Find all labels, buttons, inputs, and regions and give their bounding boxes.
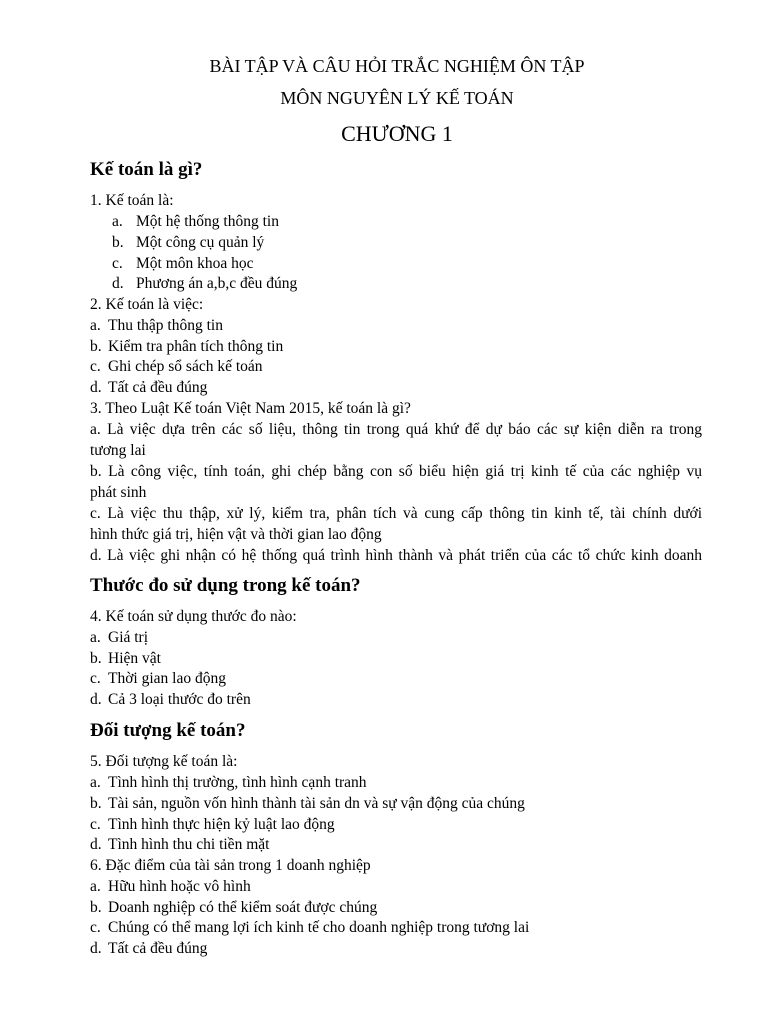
option-text: Ghi chép sổ sách kế toán: [108, 358, 263, 375]
q5-option-a: [90, 773, 367, 793]
option-marker: a.: [112, 213, 123, 230]
option-marker: b.: [112, 234, 124, 251]
q2-option-c: [90, 357, 263, 377]
option-marker: d.: [90, 836, 102, 853]
option-marker: c.: [112, 255, 123, 272]
question-4: 4. Kế toán sử dụng thước đo nào:: [90, 608, 297, 625]
q3-option-c-line2: hình thức giá trị, hiện vật và thời gian lao động: [90, 526, 382, 543]
section-heading-ke-toan-la-gi: Kế toán là gì?: [90, 159, 203, 180]
q6-option-b: [90, 898, 377, 918]
q3-option-c-line1: c. Là việc thu thập, xử lý, kiểm tra, phân tích và cung cấp thông tin kinh tế, tài chính dưới: [90, 505, 702, 522]
option-marker: d.: [90, 691, 102, 708]
q4-option-b: [90, 649, 161, 669]
option-marker: a.: [90, 878, 101, 895]
option-text: Một công cụ quản lý: [136, 234, 265, 251]
document-title-line2: MÔN NGUYÊN LÝ KẾ TOÁN: [280, 88, 514, 108]
q3-option-b: [90, 461, 702, 503]
question-1: 1. Kế toán là:: [90, 192, 174, 209]
option-marker: a.: [90, 317, 101, 334]
option-text: Tình hình thu chi tiền mặt: [108, 836, 270, 853]
q5-option-c: [90, 815, 335, 835]
option-text: Tình hình thị trường, tình hình cạnh tranh: [108, 774, 367, 791]
q5-option-d: [90, 835, 269, 855]
q3-option-d-line1: d. Là việc ghi nhận có hệ thống quá trình hình thành và phát triển của các tổ chức kinh doanh: [90, 547, 702, 564]
option-text: Một môn khoa học: [136, 255, 254, 272]
option-marker: b.: [90, 795, 102, 812]
q3-option-a-line1: a. Là việc dựa trên các số liệu, thông tin trong quá khứ để dự báo các sự kiện diễn ra trong: [90, 421, 702, 438]
option-marker: d.: [90, 379, 102, 396]
option-text: Hữu hình hoặc vô hình: [108, 878, 251, 895]
option-marker: c.: [90, 670, 101, 687]
option-text: Một hệ thống thông tin: [136, 213, 279, 230]
option-marker: d.: [112, 275, 124, 292]
question-6: 6. Đặc điểm của tài sản trong 1 doanh nghiệp: [90, 857, 371, 874]
q2-option-d: [90, 378, 207, 398]
question-5: 5. Đối tượng kế toán là:: [90, 753, 238, 770]
q5-option-b: [90, 794, 525, 814]
section-heading-thuoc-do: Thước đo sử dụng trong kế toán?: [90, 575, 361, 596]
q4-option-a: [90, 628, 148, 648]
q6-option-c: [90, 918, 529, 938]
option-marker: b.: [90, 338, 102, 355]
q3-option-a-line2: tương lai: [90, 442, 146, 459]
option-text: Chúng có thể mang lợi ích kinh tế cho doanh nghiệp trong tương lai: [108, 919, 530, 936]
q1-option-d: [112, 274, 297, 294]
q6-option-d: [90, 939, 207, 959]
q3-option-b-line1: b. Là công việc, tính toán, ghi chép bằng con số biểu hiện giá trị kinh tế của các nghiệp vụ: [90, 463, 702, 480]
question-2: 2. Kế toán là việc:: [90, 296, 204, 313]
q1-option-b: [112, 233, 264, 253]
question-3: 3. Theo Luật Kế toán Việt Nam 2015, kế toán là gì?: [90, 400, 411, 417]
q4-option-d: [90, 690, 251, 710]
option-marker: a.: [90, 774, 101, 791]
option-marker: c.: [90, 358, 101, 375]
option-marker: c.: [90, 816, 101, 833]
section-heading-doi-tuong: Đối tượng kế toán?: [90, 720, 246, 741]
option-text: Thu thập thông tin: [108, 317, 223, 334]
option-text: Thời gian lao động: [108, 670, 226, 687]
q1-option-a: [112, 212, 279, 232]
q4-option-c: [90, 669, 226, 689]
q3-option-c: [90, 503, 702, 545]
q3-option-a: [90, 419, 702, 461]
option-text: Tài sản, nguồn vốn hình thành tài sản dn và sự vận động của chúng: [108, 795, 525, 812]
option-marker: b.: [90, 899, 102, 916]
option-text: Tất cả đều đúng: [108, 940, 208, 957]
option-text: Tình hình thực hiện kỷ luật lao động: [108, 816, 335, 833]
document-title-line1: BÀI TẬP VÀ CÂU HỎI TRẮC NGHIỆM ÔN TẬP: [209, 56, 585, 76]
option-text: Phương án a,b,c đều đúng: [136, 275, 298, 292]
option-text: Kiểm tra phân tích thông tin: [108, 338, 284, 355]
option-text: Giá trị: [108, 629, 149, 646]
option-marker: d.: [90, 940, 102, 957]
option-marker: c.: [90, 919, 101, 936]
option-text: Hiện vật: [108, 650, 161, 667]
q2-option-b: [90, 337, 283, 357]
q2-option-a: [90, 316, 223, 336]
q1-option-c: [112, 254, 254, 274]
option-text: Doanh nghiệp có thể kiểm soát được chúng: [108, 899, 378, 916]
option-text: Tất cả đều đúng: [108, 379, 208, 396]
option-text: Cả 3 loại thước đo trên: [108, 691, 251, 708]
q3-option-b-line2: phát sinh: [90, 484, 147, 501]
q3-option-d: [90, 545, 702, 566]
option-marker: a.: [90, 629, 101, 646]
q6-option-a: [90, 877, 251, 897]
option-marker: b.: [90, 650, 102, 667]
chapter-title: CHƯƠNG 1: [341, 121, 453, 146]
